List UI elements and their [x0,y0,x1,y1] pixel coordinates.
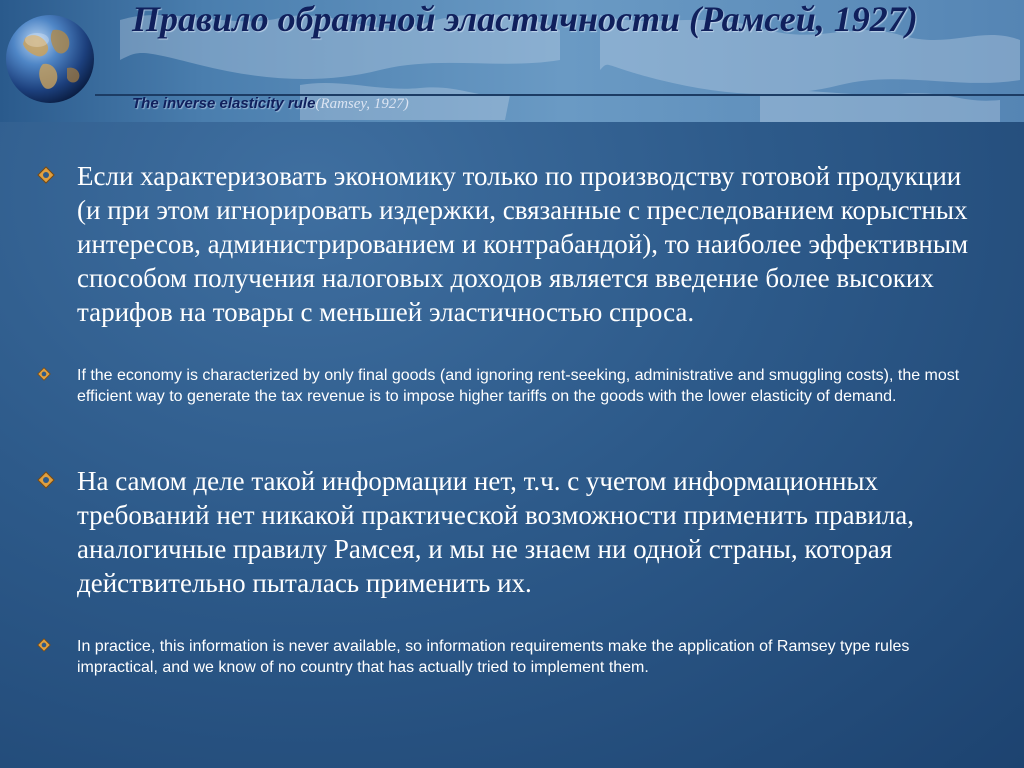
list-item [37,159,977,329]
bullet-text-ru-1: Если характеризовать экономику только по производству готовой продукции (и при этом игнорировать издержки, связанные с преследованием корыстных интересов, администрированием и контрабандой), то наиболее эффективным способом получения налоговых доходов является введение более высоких тарифов на товары с меньшей эластичностью спроса. [77,161,969,327]
bullet-icon [37,471,55,489]
bullet-icon [37,638,51,652]
subtitle-citation: (Ramsey, 1927) [315,96,409,112]
list-item [37,464,977,600]
bullet-text-en-1: If the economy is characterized by only final goods (and ignoring rent-seeking, administrative and smuggling costs), the most efficient way to generate the tax revenue is to impose higher tariffs on the goods with the lower elasticity of demand. [77,367,960,405]
bullet-icon [37,166,55,184]
list-item [37,365,977,407]
slide-title: Правило обратной эластичности (Рамсей, 1927) [132,0,918,39]
subtitle-english: The inverse elasticity rule [132,95,316,112]
list-item [37,636,977,678]
bullet-text-en-2: In practice, this information is never available, so information requirements make the application of Ramsey type rules impractical, and we know of no country that has actually tried to implement them. [77,638,910,676]
bullet-icon [37,367,51,381]
bullet-text-ru-2: На самом деле такой информации нет, т.ч. с учетом информационных требований нет никакой практической возможности применить правила, аналогичные правилу Рамсея, и мы не знаем ни одной страны, которая действительно пыталась применить их. [77,466,915,598]
